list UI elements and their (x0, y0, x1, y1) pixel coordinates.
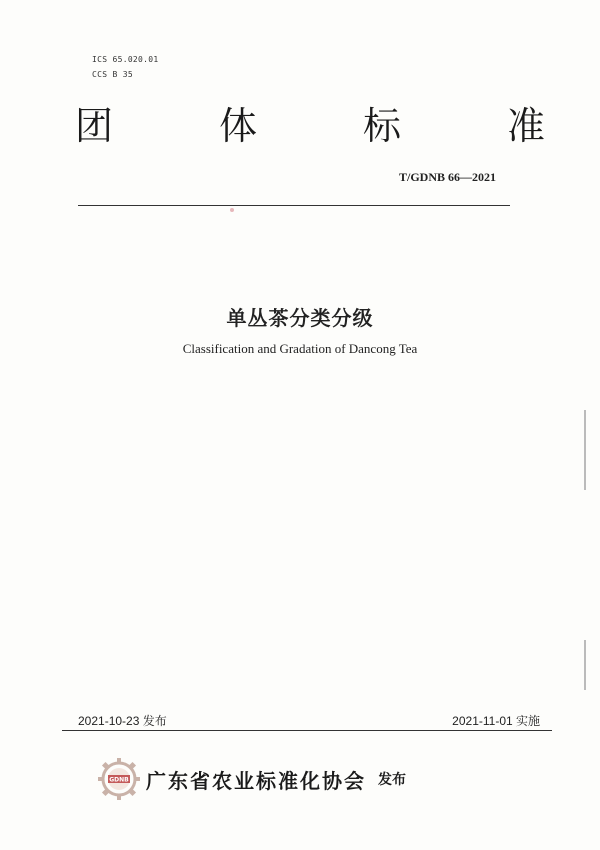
title-english: Classification and Gradation of Dancong Tea (182, 341, 418, 356)
heading-char: 准 (506, 104, 545, 148)
standard-number: T/GDNB 66—2021 (398, 170, 496, 184)
association-logo-icon (96, 756, 142, 802)
publish-label: 发布 (378, 772, 406, 788)
logo-text: GDNB (109, 776, 129, 784)
top-divider (78, 205, 510, 206)
scan-edge-mark (584, 640, 586, 690)
heading-char: 体 (218, 104, 257, 148)
publisher-footer (96, 756, 406, 802)
implementation-date: 2021-11-01 实施 (452, 714, 540, 728)
title-chinese: 单丛茶分类分级 (226, 306, 374, 330)
heading-char: 标 (362, 104, 401, 148)
bottom-divider (62, 730, 552, 731)
ics-code: ICS 65.020.01 (92, 55, 159, 64)
heading-char: 团 (75, 104, 114, 148)
scan-speck (230, 208, 234, 212)
scan-edge-mark (584, 410, 586, 490)
organization-name: 广东省农业标准化协会 (146, 768, 366, 793)
ccs-code: CCS B 35 (92, 70, 133, 79)
document-type-heading (75, 95, 545, 150)
issue-date: 2021-10-23 发布 (78, 714, 167, 728)
